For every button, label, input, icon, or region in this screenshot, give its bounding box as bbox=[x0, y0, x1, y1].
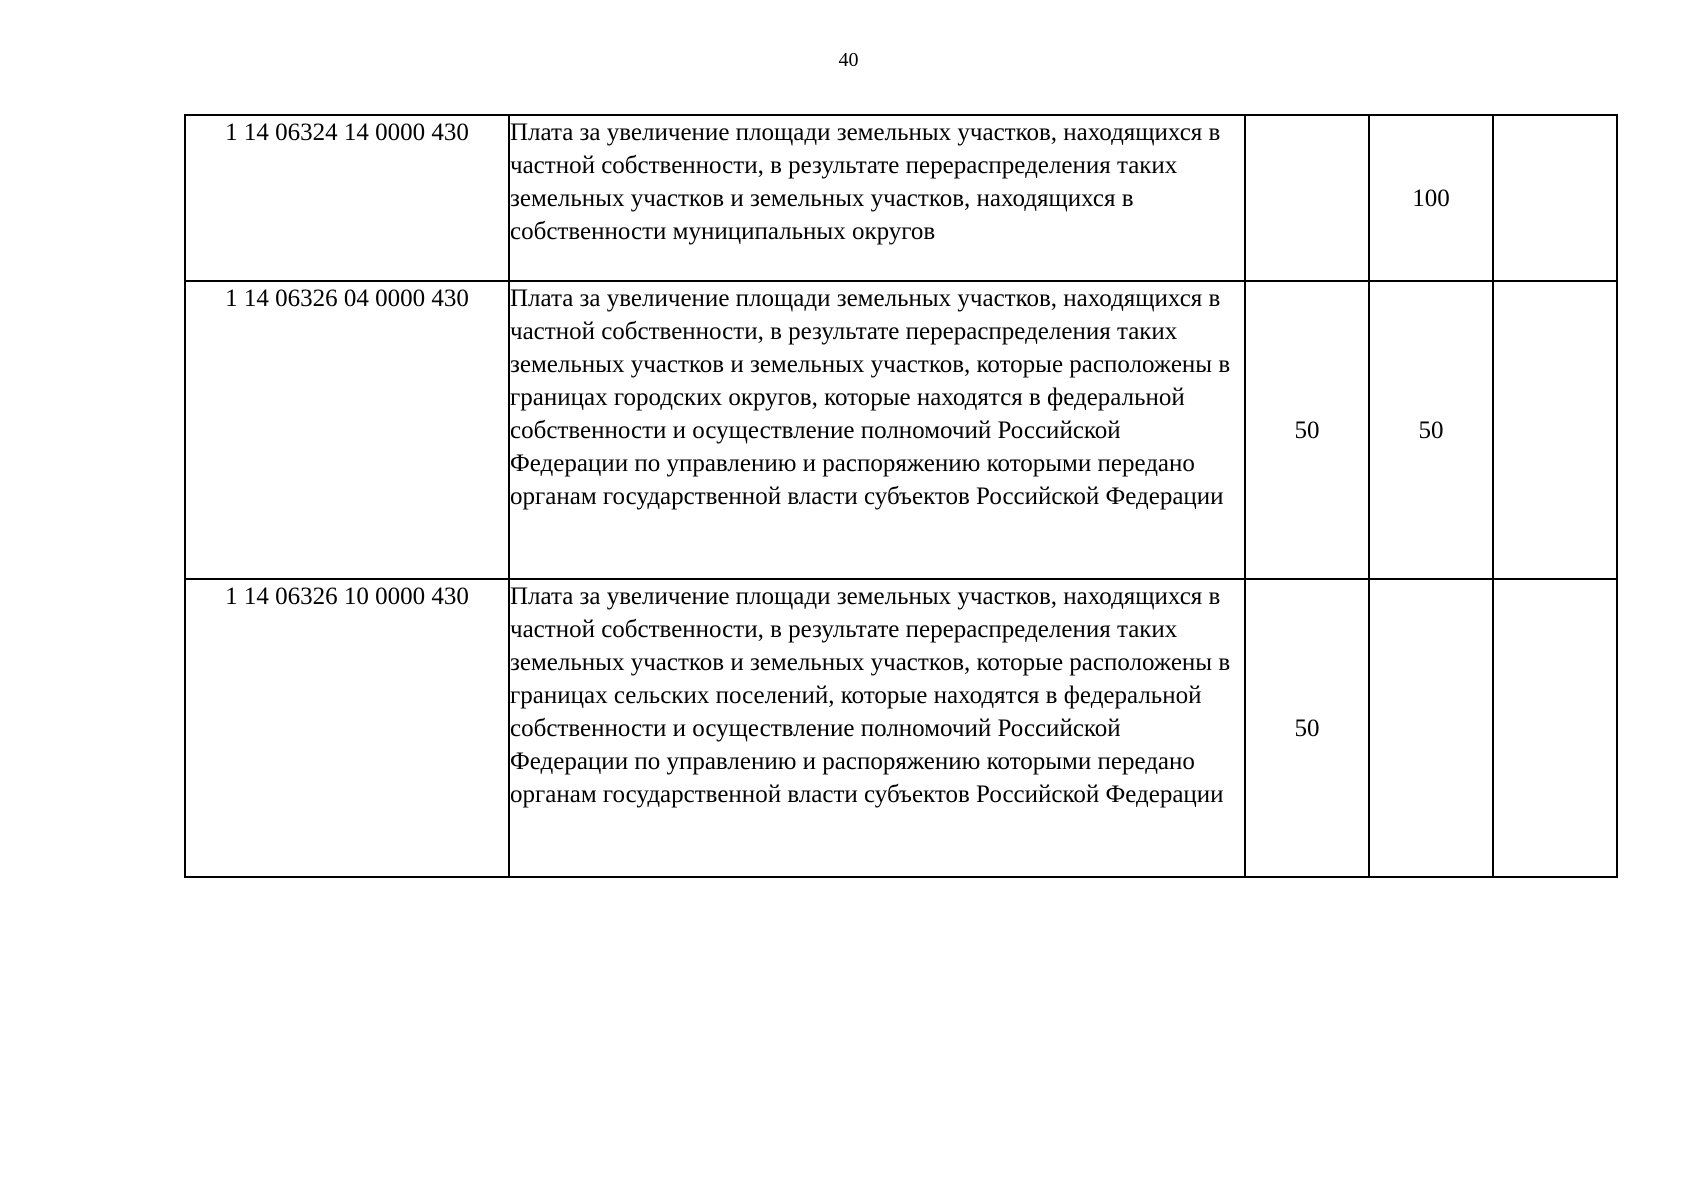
budget-code-cell: 1 14 06326 10 0000 430 bbox=[185, 579, 509, 877]
share-column-5-cell bbox=[1493, 115, 1617, 281]
page-number: 40 bbox=[838, 49, 859, 71]
share-column-4-cell: 50 bbox=[1369, 281, 1493, 579]
share-column-3-cell: 50 bbox=[1245, 579, 1369, 877]
share-column-3-cell bbox=[1245, 115, 1369, 281]
share-column-4-cell bbox=[1369, 579, 1493, 877]
revenue-description-cell: Плата за увеличение площади земельных участков, находящихся в частной собственности, в результате перераспределения таких земельных участков и земельных участков, которые расположены в границах городских округов, которые находятся в федеральной собственности и осуществление полномочий Российской Федерации по управлению и распоряжению которыми передано органам государственной власти субъектов Российской Федерации bbox=[509, 281, 1245, 579]
table-row bbox=[185, 579, 1617, 877]
revenue-distribution-table bbox=[184, 114, 1618, 878]
share-column-5-cell bbox=[1493, 281, 1617, 579]
budget-code-cell: 1 14 06324 14 0000 430 bbox=[185, 115, 509, 281]
share-column-3-cell: 50 bbox=[1245, 281, 1369, 579]
share-column-5-cell bbox=[1493, 579, 1617, 877]
table-row bbox=[185, 115, 1617, 281]
revenue-description-cell: Плата за увеличение площади земельных участков, находящихся в частной собственности, в результате перераспределения таких земельных участков и земельных участков, которые расположены в границах сельских поселений, которые находятся в федеральной собственности и осуществление полномочий Российской Федерации по управлению и распоряжению которыми передано органам государственной власти субъектов Российской Федерации bbox=[509, 579, 1245, 877]
budget-code-cell: 1 14 06326 04 0000 430 bbox=[185, 281, 509, 579]
share-column-4-cell: 100 bbox=[1369, 115, 1493, 281]
revenue-description-cell: Плата за увеличение площади земельных участков, находящихся в частной собственности, в результате перераспределения таких земельных участков и земельных участков, находящихся в собственности муниципальных округов bbox=[509, 115, 1245, 281]
table-row bbox=[185, 281, 1617, 579]
